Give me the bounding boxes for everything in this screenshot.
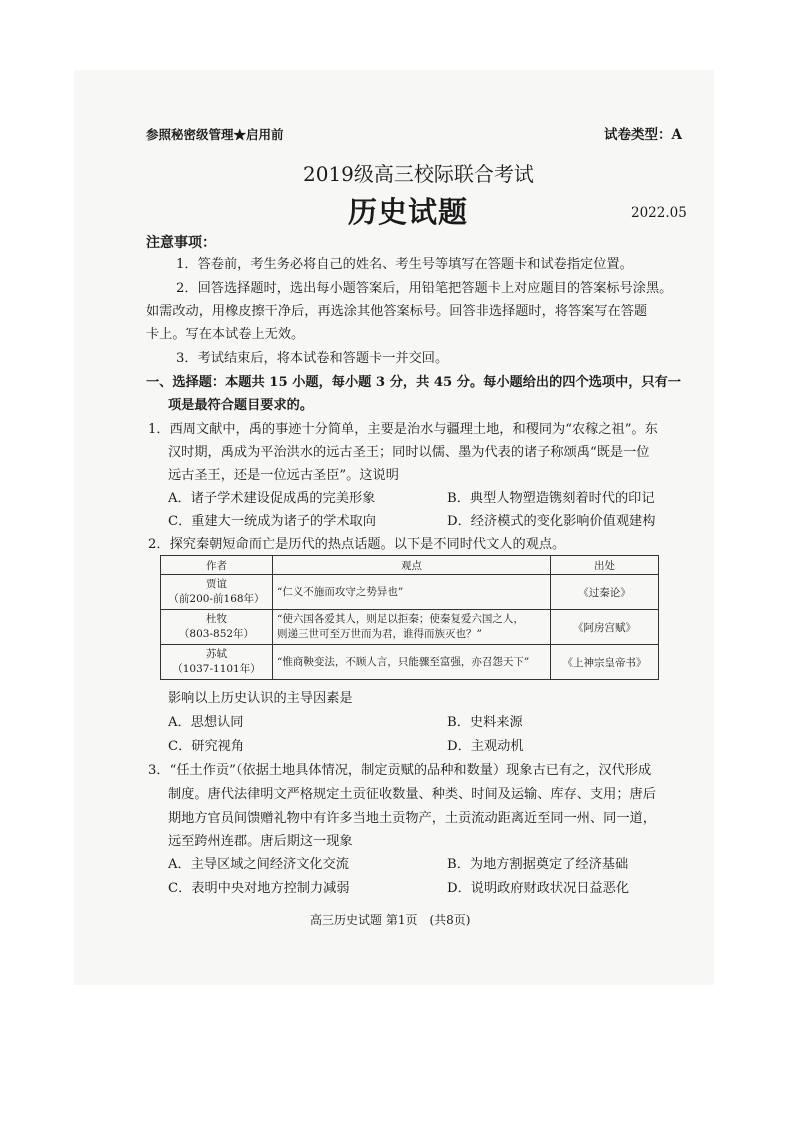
confidential-label: 参照秘密级管理★启用前 bbox=[146, 127, 284, 142]
author-years: （803-852年） bbox=[178, 628, 255, 640]
q3-option-a: A．主导区域之间经济文化交流 bbox=[168, 857, 349, 872]
author-name: 贾谊 bbox=[206, 578, 227, 590]
q1-option-b: B．典型人物塑造镌刻着时代的印记 bbox=[447, 491, 655, 506]
author-cell bbox=[161, 610, 273, 645]
exam-name: 2019级高三校际联合考试 bbox=[303, 162, 534, 186]
q1-option-a: A．诸子学术建设促成禹的完美形象 bbox=[168, 491, 376, 506]
q3-stem: 远至跨州连郡。唐后期这一现象 bbox=[168, 834, 353, 849]
q3-option-c: C．表明中央对地方控制力减弱 bbox=[168, 881, 350, 896]
note-item: 1．答卷前，考生务必将自己的姓名、考生号等填写在答题卡和试卷指定位置。 bbox=[176, 257, 633, 272]
q1-stem: 远古圣王，还是一位远古圣臣”。这说明 bbox=[168, 468, 399, 483]
view-text: 则递三世可至万世而为君，谁得而族灭也？” bbox=[277, 628, 482, 640]
section-heading: 一、选择题：本题共 15 小题，每小题 3 分，共 45 分。每小题给出的四个选项中，只有一 bbox=[146, 375, 681, 390]
q2-option-a: A．思想认同 bbox=[168, 715, 244, 730]
q1-stem: 汉时期，禹成为平治洪水的远古圣王；同时以儒、墨为代表的诸子称颂禹“既是一位 bbox=[168, 445, 650, 460]
table-row bbox=[161, 645, 659, 680]
note-item: 2．回答选择题时，选出每小题答案后，用铅笔把答题卡上对应题目的答案标号涂黑。 bbox=[176, 281, 673, 296]
page-footer: 高三历史试题 第1页 (共8页) bbox=[310, 913, 471, 927]
notes-heading: 注意事项： bbox=[146, 235, 216, 251]
table-header: 作者 bbox=[161, 556, 273, 575]
view-text: “惟商鞅变法，不顾人言，只能骤至富强，亦召怨天下” bbox=[277, 655, 530, 668]
q1-option-d: D．经济模式的变化影响价值观建构 bbox=[447, 514, 656, 529]
q2-option-d: D．主观动机 bbox=[447, 739, 524, 754]
source-cell: 《过秦论》 bbox=[551, 575, 659, 610]
q1-stem: 1．西周文献中，禹的事迹十分简单，主要是治水与疆理土地，和稷同为“农稼之祖”。东 bbox=[148, 422, 658, 437]
q3-stem: 期地方官员间馈赠礼物中有许多当地土贡物产，土贡流动距离近至同一州、同一道， bbox=[168, 811, 656, 826]
table-header: 出处 bbox=[551, 556, 659, 575]
author-years: （前200-前168年） bbox=[168, 593, 265, 605]
note-item: 如需改动，用橡皮擦干净后，再选涂其他答案标号。回答非选择题时，将答案写在答题 bbox=[146, 304, 648, 319]
q3-stem: 3．“任土作贡”（依据土地具体情况，制定贡赋的品种和数量）现象古已有之，汉代形成 bbox=[148, 763, 652, 778]
source-cell: 《阿房宫赋》 bbox=[551, 610, 659, 645]
exam-date: 2022.05 bbox=[631, 205, 687, 221]
q3-stem: 制度。唐代法律明文严格规定土贡征收数量、种类、时间及运输、库存、支用；唐后 bbox=[168, 787, 656, 802]
view-cell bbox=[273, 610, 551, 645]
q1-option-c: C．重建大一统成为诸子的学术取向 bbox=[168, 514, 376, 529]
view-text: “仁义不施而攻守之势异也” bbox=[277, 585, 404, 598]
author-name: 苏轼 bbox=[206, 648, 227, 660]
author-cell bbox=[161, 645, 273, 680]
note-item: 卡上。写在本试卷上无效。 bbox=[146, 327, 305, 342]
view-cell bbox=[273, 645, 551, 680]
q3-option-b: B．为地方割据奠定了经济基础 bbox=[447, 857, 629, 872]
table-row bbox=[161, 575, 659, 610]
author-name: 杜牧 bbox=[206, 613, 227, 625]
view-text: “使六国各爱其人，则足以拒秦；使秦复爱六国之人， bbox=[277, 613, 524, 625]
q2-option-c: C．研究视角 bbox=[168, 739, 245, 754]
author-years: （1037-1101年） bbox=[172, 663, 261, 675]
table-header-row bbox=[161, 556, 659, 575]
page-title: 历史试题 bbox=[348, 195, 469, 229]
view-cell bbox=[273, 575, 551, 610]
q2-option-b: B．史料来源 bbox=[447, 715, 523, 730]
section-heading-cont: 项是最符合题目要求的。 bbox=[168, 398, 314, 413]
table-row bbox=[161, 610, 659, 645]
source-cell: 《上神宗皇帝书》 bbox=[551, 645, 659, 680]
q2-question: 影响以上历史认识的主导因素是 bbox=[168, 691, 353, 706]
note-item: 3．考试结束后，将本试卷和答题卡一并交回。 bbox=[176, 351, 449, 366]
paper-type-label: 试卷类型：A bbox=[604, 127, 682, 143]
q2-stem: 2．探究秦朝短命而亡是历代的热点话题。以下是不同时代文人的观点。 bbox=[148, 537, 566, 552]
table-header: 观点 bbox=[273, 556, 551, 575]
viewpoints-table bbox=[160, 555, 659, 680]
author-cell bbox=[161, 575, 273, 610]
q3-option-d: D．说明政府财政状况日益恶化 bbox=[447, 881, 630, 896]
